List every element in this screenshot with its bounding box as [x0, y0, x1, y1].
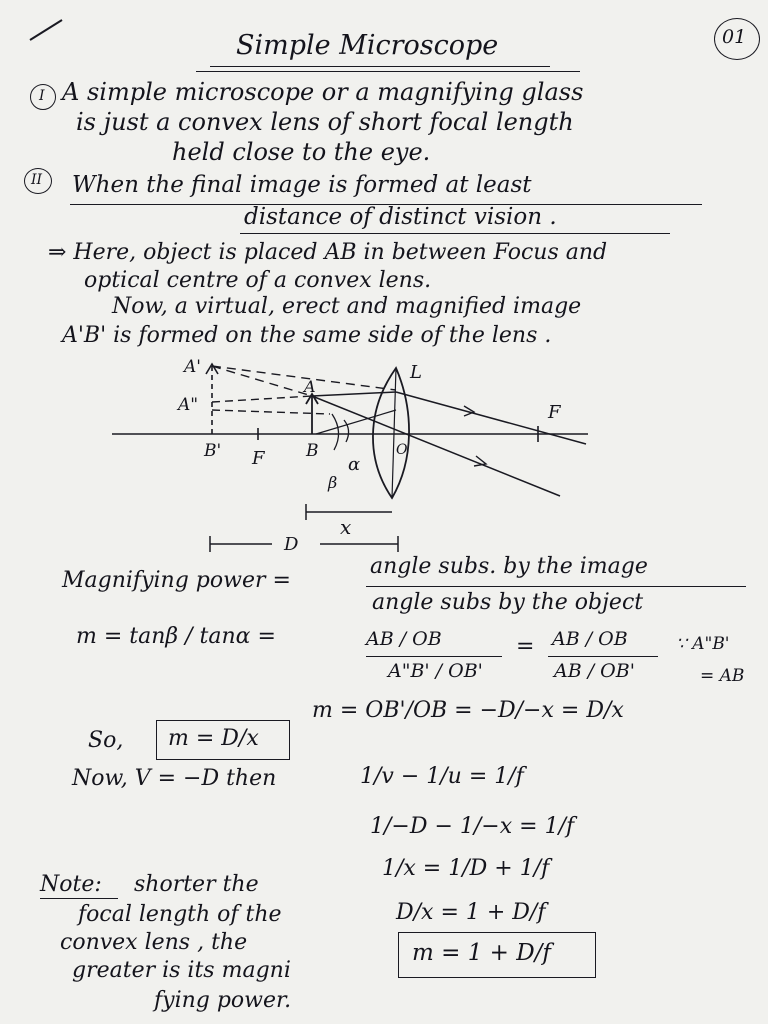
explanation-line-2: optical centre of a convex lens.	[84, 268, 432, 293]
label-optical-centre: O	[396, 442, 408, 458]
label-focus-left: F	[252, 448, 265, 469]
point-1-line-2: is just a convex lens of short focal length	[76, 108, 574, 136]
note-line-1: shorter the	[134, 872, 259, 897]
point-2-marker: II	[31, 172, 43, 188]
note-line-2: focal length of the	[78, 902, 282, 927]
parallel-ray	[312, 392, 396, 396]
page-number: 01	[722, 26, 747, 48]
virtual-ray-2	[212, 366, 312, 396]
corner-tick-mark	[26, 14, 66, 44]
so-label: So,	[88, 728, 124, 753]
fraction-2-bar	[548, 656, 658, 657]
mp-numerator: angle subs. by the image	[370, 554, 648, 579]
m-line: m = OB'/OB = −D/−x = D/x	[312, 698, 624, 723]
m-equation: m = tanβ / tanα =	[76, 624, 276, 649]
step-1: 1/−D − 1/−x = 1/f	[370, 814, 575, 839]
mp-denominator: angle subs by the object	[372, 590, 644, 615]
point-1-line-1: A simple microscope or a magnifying glass	[62, 78, 584, 106]
title-underline-1	[210, 66, 550, 67]
step-3: D/x = 1 + D/f	[396, 900, 546, 925]
page-title: Simple Microscope	[236, 30, 499, 61]
note-line-3: convex lens , the	[60, 930, 248, 955]
angle-arc-alpha	[344, 420, 349, 442]
because-line-2: = AB	[700, 666, 745, 686]
now-line: Now, V = −D then	[72, 766, 277, 791]
because-line-1: ∵ A"B'	[676, 634, 730, 654]
fraction-2-numerator: AB / OB	[552, 628, 628, 650]
mp-label: Magnifying power =	[62, 568, 291, 593]
explanation-line-1: ⇒ Here, object is placed AB in between Focus and	[48, 240, 608, 265]
ray-diagram	[0, 350, 768, 560]
lens-axis	[392, 368, 396, 498]
note-label: Note:	[40, 872, 102, 897]
boxed-result-1-text: m = D/x	[168, 726, 259, 751]
central-ray	[312, 396, 560, 496]
point-2-heading-underline-2	[240, 233, 670, 234]
note-line-5: fying power.	[154, 988, 292, 1013]
label-object-base: B	[306, 441, 319, 461]
label-image-top-2: A"	[178, 395, 199, 415]
fraction-1-bar	[366, 656, 502, 657]
fraction-1-denominator: A"B' / OB'	[388, 660, 483, 682]
fraction-2-denominator: AB / OB'	[554, 660, 635, 682]
fraction-1-numerator: AB / OB	[366, 628, 442, 650]
explanation-line-3: Now, a virtual, erect and magnified image	[112, 294, 582, 319]
note-label-underline	[40, 898, 118, 899]
label-image-base: B'	[204, 441, 222, 461]
label-distance-d: D	[284, 534, 299, 555]
equals-sign: =	[516, 634, 535, 659]
point-2-heading-line-1: When the final image is formed at least	[72, 172, 532, 198]
label-angle-beta: β	[328, 473, 338, 492]
explanation-line-4: A'B' is formed on the same side of the lens .	[62, 323, 552, 348]
mp-fraction-bar	[366, 586, 746, 587]
lens-formula: 1/v − 1/u = 1/f	[360, 764, 524, 789]
angle-arc-beta	[332, 414, 339, 450]
label-object-top: A	[304, 377, 316, 396]
title-underline-2	[196, 71, 580, 72]
point-1-marker: I	[39, 88, 45, 104]
virtual-ray-3	[212, 396, 312, 402]
label-focus-right: F	[548, 402, 561, 423]
note-line-4: greater is its magni	[72, 958, 291, 983]
central-ray-arrow	[474, 456, 486, 466]
label-distance-x: x	[340, 515, 352, 539]
point-1-line-3: held close to the eye.	[172, 138, 431, 166]
label-lens: L	[410, 362, 422, 383]
label-image-top-1: A'	[184, 357, 201, 377]
step-2: 1/x = 1/D + 1/f	[382, 856, 550, 881]
boxed-result-2-text: m = 1 + D/f	[412, 940, 551, 966]
label-angle-alpha: α	[348, 454, 361, 475]
point-2-heading-line-2: distance of distinct vision .	[244, 204, 557, 230]
